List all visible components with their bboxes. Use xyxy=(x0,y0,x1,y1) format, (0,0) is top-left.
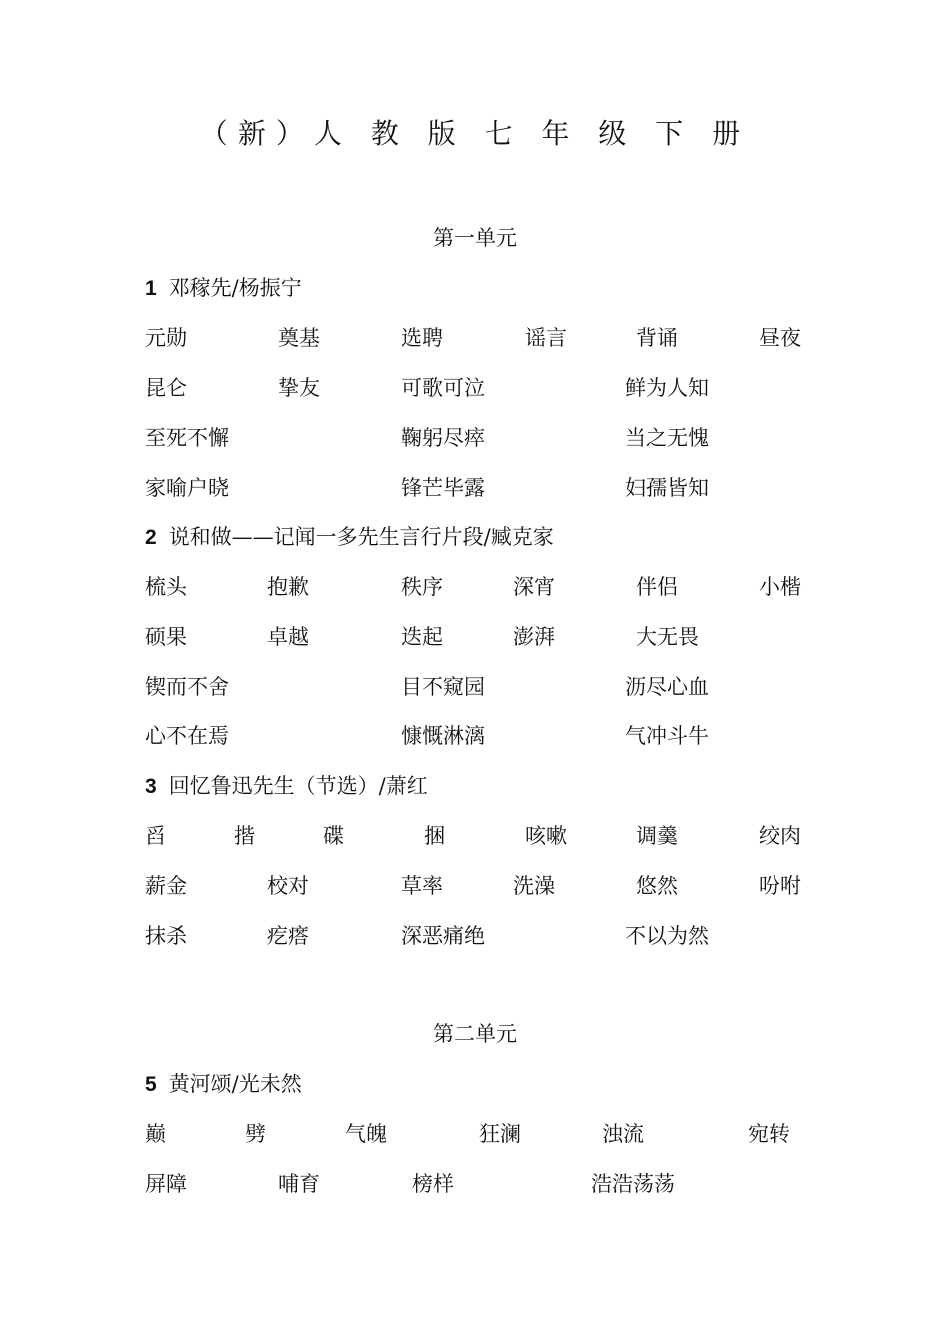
vocab-word: 鞠躬尽瘁 xyxy=(401,426,485,450)
lesson-title: 说和做——记闻一多先生言行片段/臧克家 xyxy=(168,525,554,549)
vocab-word: 秩序 xyxy=(401,575,443,599)
vocab-word: 揩 xyxy=(234,824,255,848)
vocab-word: 巅 xyxy=(145,1122,166,1146)
vocab-word: 心不在焉 xyxy=(145,724,229,748)
vocab-word: 锋芒毕露 xyxy=(401,476,485,500)
word-row xyxy=(0,372,950,402)
vocab-word: 洗澡 xyxy=(513,874,555,898)
vocab-word: 挚友 xyxy=(278,376,320,400)
vocab-word: 绞肉 xyxy=(759,824,801,848)
vocab-word: 鲜为人知 xyxy=(625,376,709,400)
word-row xyxy=(0,870,950,900)
vocab-word: 调羹 xyxy=(636,824,678,848)
vocab-word: 至死不懈 xyxy=(145,426,229,450)
page-title: （新）人 教 版 七 年 级 下 册 xyxy=(199,117,751,150)
vocab-word: 榜样 xyxy=(412,1172,454,1196)
vocab-word: 妇孺皆知 xyxy=(625,476,709,500)
vocab-word: 吩咐 xyxy=(759,874,801,898)
vocab-word: 悠然 xyxy=(636,874,678,898)
vocab-word: 元勋 xyxy=(145,326,187,350)
vocab-word: 草率 xyxy=(401,874,443,898)
vocab-word: 屏障 xyxy=(145,1172,187,1196)
vocab-word: 昼夜 xyxy=(759,326,801,350)
word-row xyxy=(0,671,950,701)
vocab-word: 薪金 xyxy=(145,874,187,898)
word-row xyxy=(0,571,950,601)
vocab-word: 选聘 xyxy=(401,326,443,350)
vocab-word: 校对 xyxy=(267,874,309,898)
vocab-word: 梳头 xyxy=(145,575,187,599)
vocab-word: 昆仑 xyxy=(145,376,187,400)
vocab-word: 迭起 xyxy=(401,625,443,649)
lesson-title: 黄河颂/光未然 xyxy=(168,1072,302,1096)
vocab-word: 谣言 xyxy=(525,326,567,350)
vocab-word: 捆 xyxy=(424,824,445,848)
vocab-word: 碟 xyxy=(323,824,344,848)
vocab-word: 哺育 xyxy=(278,1172,320,1196)
lesson-heading xyxy=(145,1068,302,1098)
vocab-word: 伴侣 xyxy=(636,575,678,599)
vocab-word: 咳嗽 xyxy=(525,824,567,848)
vocab-word: 狂澜 xyxy=(479,1122,521,1146)
lesson-heading xyxy=(145,521,554,551)
vocab-word: 小楷 xyxy=(759,575,801,599)
vocab-word: 家喻户晓 xyxy=(145,476,229,500)
vocab-word: 深恶痛绝 xyxy=(401,924,485,948)
word-row xyxy=(0,1118,950,1148)
vocab-word: 不以为然 xyxy=(625,924,709,948)
lesson-heading xyxy=(145,272,302,302)
lesson-number: 3 xyxy=(145,775,157,798)
vocab-word: 目不窥园 xyxy=(401,675,485,699)
vocab-word: 硕果 xyxy=(145,625,187,649)
vocab-word: 劈 xyxy=(245,1122,266,1146)
word-row xyxy=(0,820,950,850)
vocab-word: 气冲斗牛 xyxy=(625,724,709,748)
vocab-word: 大无畏 xyxy=(636,625,699,649)
word-row xyxy=(0,472,950,502)
vocab-word: 当之无愧 xyxy=(625,426,709,450)
vocab-word: 气魄 xyxy=(345,1122,387,1146)
unit-title: 第二单元 xyxy=(433,1022,517,1046)
word-row xyxy=(0,920,950,950)
vocab-word: 深宵 xyxy=(513,575,555,599)
lesson-number: 1 xyxy=(145,277,157,300)
vocab-word: 奠基 xyxy=(278,326,320,350)
vocab-word: 背诵 xyxy=(636,326,678,350)
vocab-word: 可歌可泣 xyxy=(401,376,485,400)
lesson-title: 邓稼先/杨振宁 xyxy=(168,276,302,300)
unit-title: 第一单元 xyxy=(433,226,517,250)
vocab-word: 卓越 xyxy=(267,625,309,649)
vocab-word: 抱歉 xyxy=(267,575,309,599)
vocab-word: 抹杀 xyxy=(145,924,187,948)
word-row xyxy=(0,422,950,452)
word-row xyxy=(0,720,950,750)
vocab-word: 锲而不舍 xyxy=(145,675,229,699)
lesson-number: 5 xyxy=(145,1073,157,1096)
lesson-title: 回忆鲁迅先生（节选）/萧红 xyxy=(168,774,428,798)
vocab-word: 宛转 xyxy=(748,1122,790,1146)
lesson-number: 2 xyxy=(145,526,157,549)
vocab-word: 浩浩荡荡 xyxy=(591,1172,675,1196)
lesson-heading xyxy=(145,770,428,800)
vocab-word: 沥尽心血 xyxy=(625,675,709,699)
vocab-word: 疙瘩 xyxy=(267,924,309,948)
word-row xyxy=(0,621,950,651)
word-row xyxy=(0,1168,950,1198)
vocab-word: 浊流 xyxy=(602,1122,644,1146)
vocab-word: 澎湃 xyxy=(513,625,555,649)
vocab-word: 慷慨淋漓 xyxy=(401,724,485,748)
vocab-word: 舀 xyxy=(145,824,166,848)
word-row xyxy=(0,322,950,352)
